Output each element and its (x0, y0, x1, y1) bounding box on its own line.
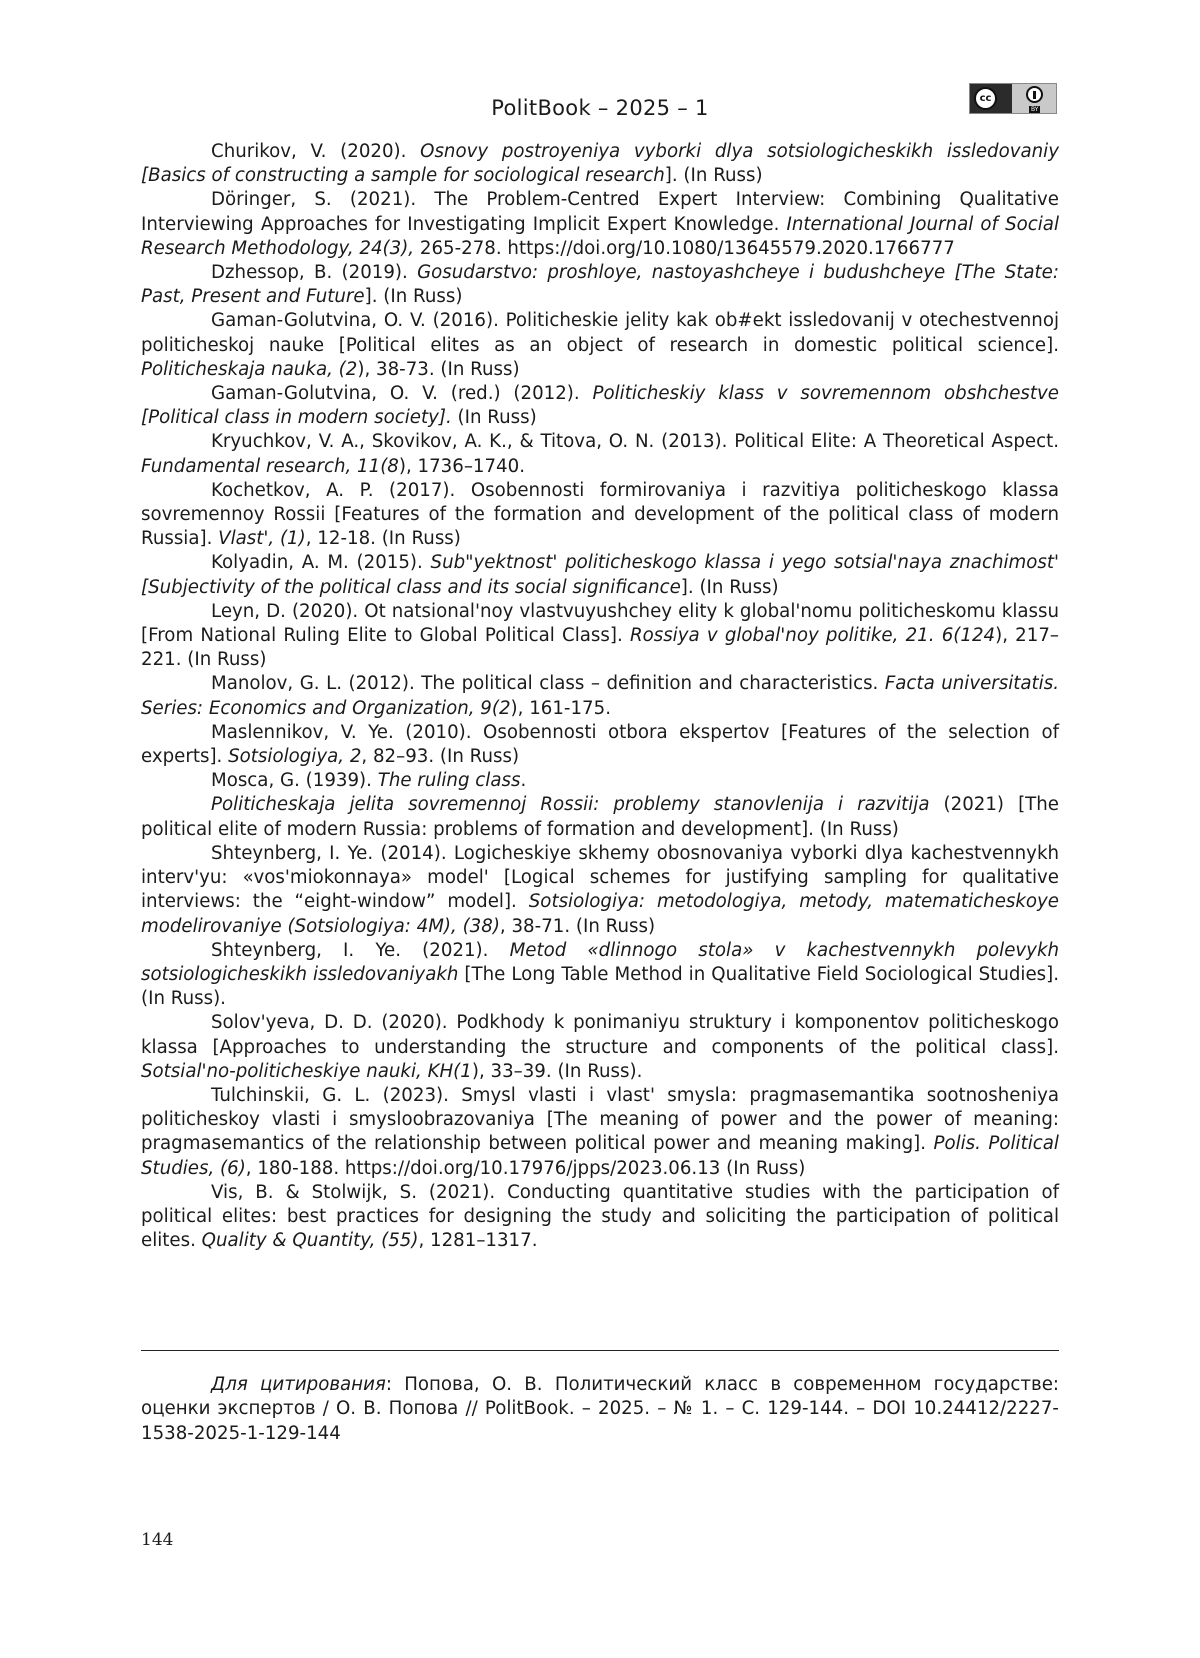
footnote-divider (141, 1350, 1059, 1351)
reference-tail: ]. (In Russ) (664, 165, 763, 187)
reference-tail: ), 33–39. (In Russ). (471, 1060, 643, 1082)
citation-note (141, 1373, 1059, 1446)
reference-text: Kolyadin, A. M. (2015). (211, 552, 431, 574)
reference-source: Facta universitatis. Series: Economics and Organization, 9(2 (141, 673, 1059, 719)
reference-source: Politicheskiy klass v sovremennom obshchestve [Political class in modern society]. (141, 383, 1059, 429)
reference-tail: (2021) [The political elite of modern Russia: problems of formation and development]. (In Russ) (141, 794, 1059, 840)
reference-text: Maslennikov, V. Ye. (2010). Osobennosti otbora ekspertov [Features of the selection of experts]. (141, 721, 1059, 768)
cc-logo-icon: cc (974, 87, 997, 110)
reference-tail: (In Russ) (451, 407, 537, 429)
reference-tail: , 82–93. (In Russ) (361, 746, 520, 768)
reference-source: International Journal of Social Research Methodology, 24(3), (141, 213, 1059, 259)
running-header: PolitBook – 2025 – 1 (491, 96, 709, 120)
reference-text: Gaman-Golutvina, O. V. (2016). Politicheskie jelity kak ob#ekt issledovanij v otechestvennoj politicheskoj nauke [Political elites as an object of research in domestic political science]. (141, 310, 1059, 356)
reference-tail: ), 161-175. (510, 697, 611, 719)
reference-source: Vlast', (1) (218, 528, 306, 550)
reference-tail: ]. (In Russ) (364, 286, 463, 308)
reference-item (141, 479, 1059, 552)
reference-source: Politicheskaja jelita sovremennoj Rossii: problemy stanovlenija i razvitija (211, 794, 930, 816)
reference-tail: , 180-188. https://doi.org/10.17976/jpps/2023.06.13 (In Russ) (245, 1157, 806, 1179)
reference-text: Churikov, V. (2020). (211, 141, 421, 162)
citation-text: : Попова, О. В. Политический класс в современном государстве: оценки экспертов / О. В. Попова // PolitBook. – 2025. – № 1. – С. 129-144. – DOI 10.24412/2227-1538-2025-1-129-144 (141, 1374, 1060, 1444)
reference-text: Döringer, S. (2021). The Problem-Centred Expert Interview: Combining Qualitative Interviewing Approaches for Investigating Implicit Expert Knowledge. (141, 189, 1059, 235)
reference-source: Rossiya v global'noy politike, 21. 6(124 (629, 625, 996, 647)
reference-item (141, 793, 1059, 841)
reference-text: Mosca, G. (1939). (211, 770, 378, 792)
reference-text: Shteynberg, I. Ye. (2014). Logicheskiye skhemy obosnovaniya vyborki dlya kachestvennykh interv'yu: «vos'miokonnaya» model' [Logical schemes for justifying sampling for qualitative interviews: the “eight-window” model]. (141, 842, 1059, 913)
reference-source: Sotsiologiya: metodologiya, metody, matematicheskoye modelirovaniye (Sotsiologiya: 4M), (38) (141, 891, 1059, 937)
reference-source: Sotsiologiya, 2 (228, 746, 362, 768)
reference-text: Kochetkov, A. P. (2017). Osobennosti formirovaniya i razvitiya politicheskogo klassa sovremennoy Rossii [Features of the formation and development of the political class of modern Russia]. (141, 479, 1059, 550)
reference-tail: ), 38-73. (In Russ) (357, 358, 520, 380)
reference-item (141, 672, 1059, 720)
reference-source: Metod «dlinnogo stola» v kachestvennykh polevykh sotsiologicheskikh issledovaniyakh (141, 939, 1060, 985)
reference-item (141, 430, 1059, 478)
reference-source: Gosudarstvo: proshloye, nastoyashcheye i budushcheye [The State: Past, Present and Future (141, 262, 1059, 308)
page-number: 144 (141, 1530, 174, 1550)
reference-text: Leyn, D. (2020). Ot natsional'noy vlastvuyushchey elity k global'nomu politicheskomu klassu [From National Ruling Elite to Global Political Class]. (141, 600, 1059, 647)
reference-item (141, 721, 1059, 769)
reference-text: Shteynberg, I. Ye. (2021). (211, 939, 510, 961)
reference-tail: , 12-18. (In Russ) (305, 528, 461, 550)
reference-item (141, 382, 1059, 430)
reference-item (141, 140, 1059, 188)
reference-tail: 265-278. https://doi.org/10.1080/13645579.2020.1766777 (414, 237, 955, 259)
reference-text: Tulchinskii, G. L. (2023). Smysl vlasti i vlast' smysla: pragmasemantika sootnosheniya politicheskoy vlasti i smysloobrazovaniya [The meaning of power and the power of meaning: pragmasemantics of the relationship between political power and meaning making]. (141, 1084, 1059, 1155)
reference-item (141, 551, 1059, 599)
reference-tail: , 38-71. (In Russ) (499, 915, 656, 937)
reference-item (141, 1181, 1059, 1254)
reference-tail: , 1281–1317. (418, 1230, 538, 1252)
reference-item (141, 1011, 1059, 1084)
reference-item (141, 309, 1059, 382)
reference-text: Gaman-Golutvina, O. V. (red.) (2012). (211, 383, 593, 405)
reference-source: The ruling class (377, 770, 521, 792)
reference-text: Solov'yeva, D. D. (2020). Podkhody k ponimaniyu struktury i komponentov politicheskogo klassa [Approaches to understanding the structure and components of the political class]. (141, 1012, 1059, 1058)
reference-source: Sub"yektnost' politicheskogo klassa i yego sotsial'naya znachimost' [Subjectivity of the political class and its social significance (141, 552, 1059, 598)
attribution-icon (1012, 84, 1056, 113)
by-label: BY (1031, 106, 1039, 113)
reference-source: Quality & Quantity, (55) (201, 1230, 419, 1252)
reference-item (141, 842, 1059, 939)
reference-item (141, 939, 1059, 1012)
reference-source: Fundamental research, 11(8 (141, 455, 399, 477)
reference-item (141, 769, 1059, 793)
reference-text: Manolov, G. L. (2012). The political class – definition and characteristics. (211, 673, 885, 695)
reference-source: Osnovy postroyeniya vyborki dlya sotsiologicheskikh issledovaniy [Basics of constructing a sample for sociological research (141, 141, 1059, 187)
reference-item (141, 1084, 1059, 1181)
reference-tail: ]. (In Russ) (680, 576, 779, 598)
creative-commons-by-icon[interactable] (969, 83, 1057, 114)
reference-source: Politicheskaja nauka, (2 (141, 358, 358, 380)
person-icon (1026, 86, 1043, 103)
reference-item (141, 600, 1059, 673)
reference-tail: ), 1736–1740. (398, 455, 525, 477)
reference-text: Dzhessop, B. (2019). (211, 262, 418, 284)
reference-tail: . (520, 770, 527, 792)
reference-text: Vis, B. & Stolwijk, S. (2021). Conducting quantitative studies with the participation of political elites: best practices for designing the study and soliciting the participation of political elites. (141, 1181, 1059, 1252)
reference-item (141, 188, 1059, 261)
reference-tail: ), 217–221. (In Russ) (141, 625, 1059, 671)
reference-source: Polis. Political Studies, (6) (141, 1133, 1059, 1179)
reference-text: Kryuchkov, V. A., Skovikov, A. K., & Titova, O. N. (2013). Political Elite: A Theoretical Aspect. (211, 431, 1059, 453)
citation-label: Для цитирования (211, 1374, 386, 1396)
reference-tail: [The Long Table Method in Qualitative Field Sociological Studies]. (In Russ). (141, 963, 1059, 1010)
reference-source: Sotsial'no-politicheskiye nauki, KH(1 (141, 1060, 472, 1082)
reference-item (141, 261, 1059, 309)
reference-list (141, 140, 1059, 1253)
